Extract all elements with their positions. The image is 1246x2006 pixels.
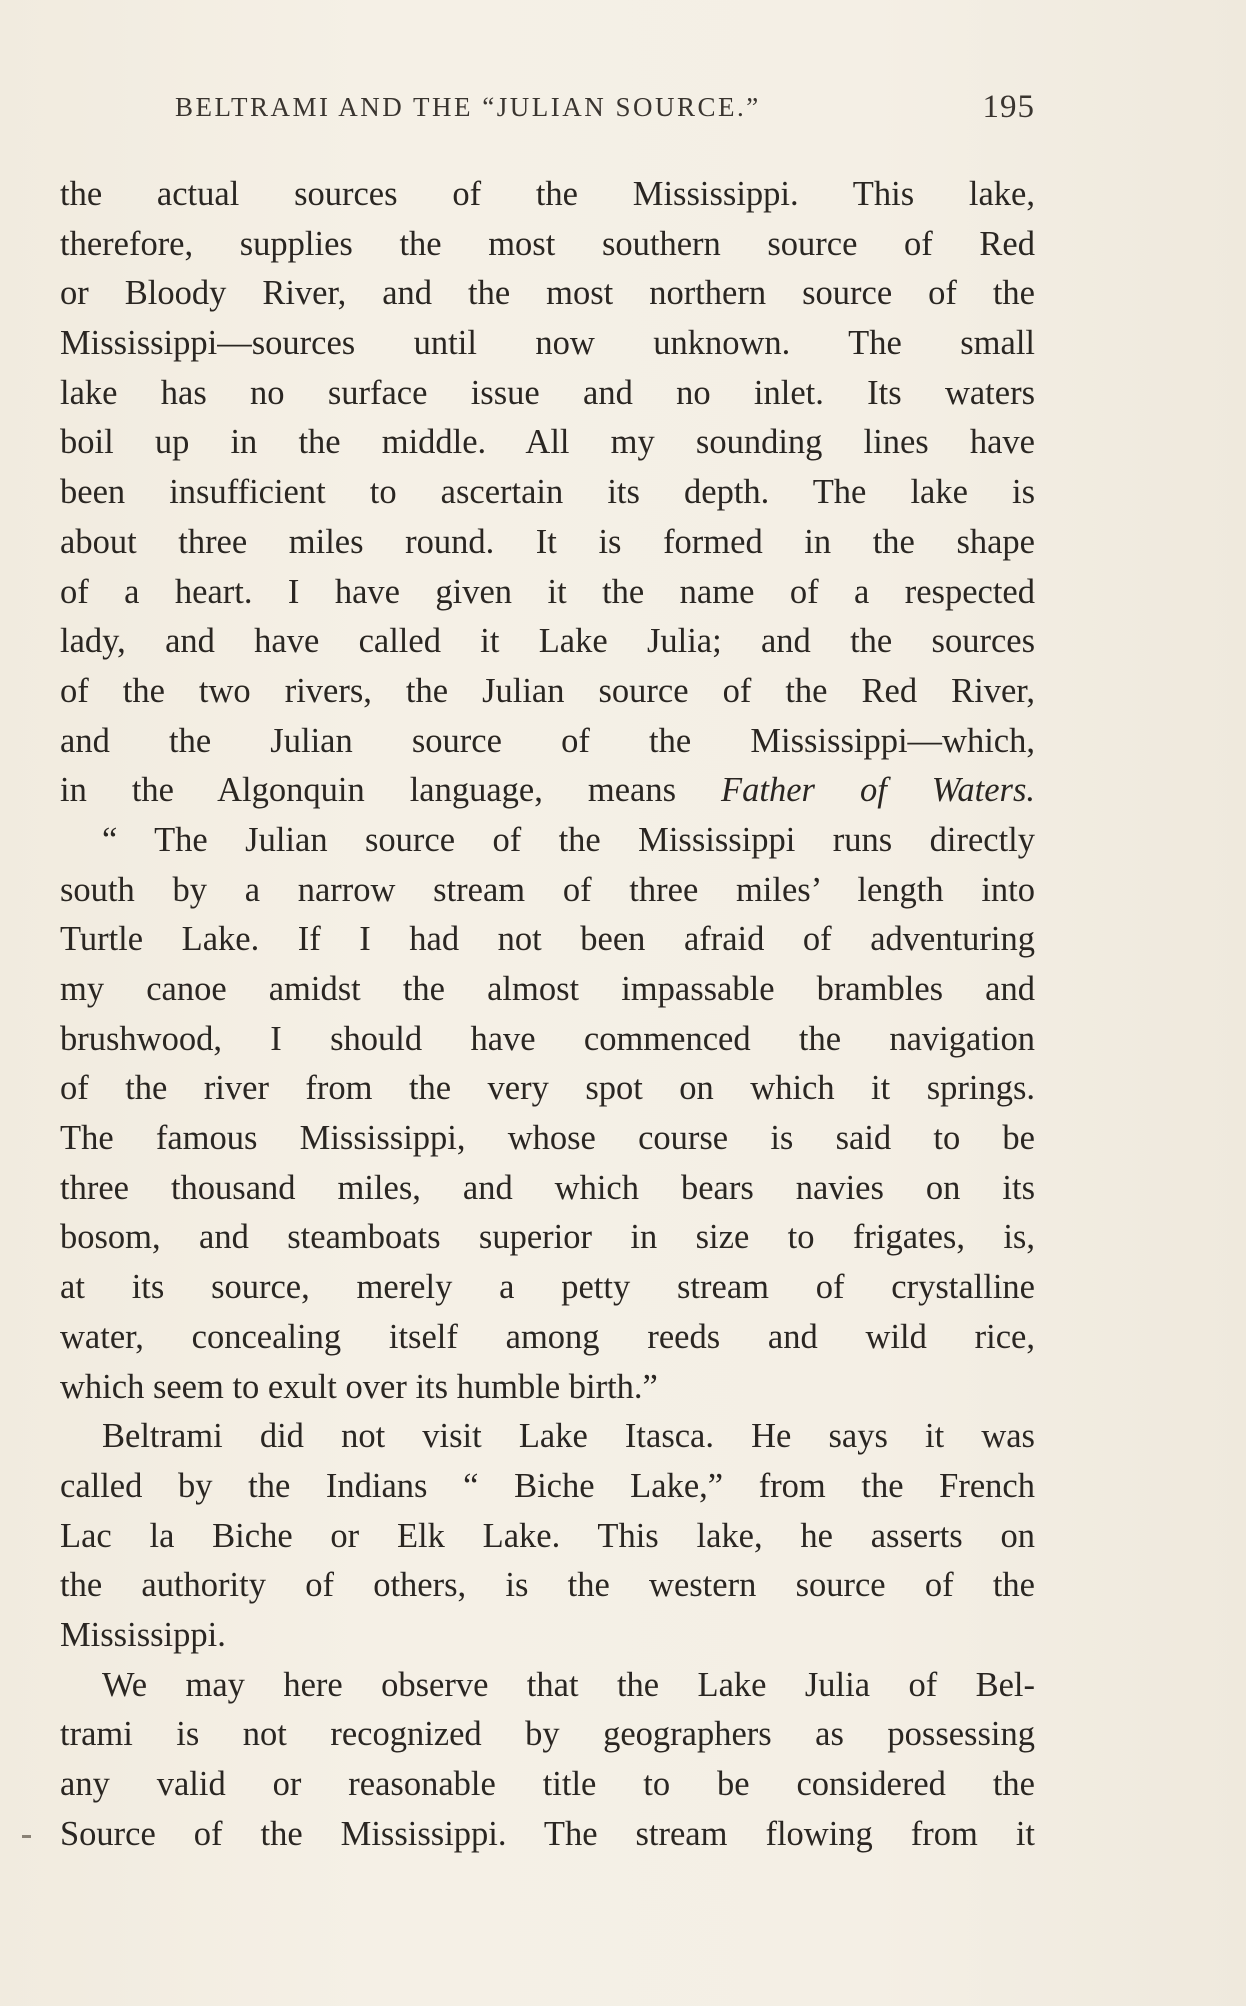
text-line: Mississippi. — [60, 1615, 226, 1654]
text-line: “ The Julian source of the Mississippi runs directly — [102, 820, 1035, 859]
margin-mark — [22, 1835, 31, 1838]
text-line: called by the Indians “ Biche Lake,” from the French — [60, 1466, 1035, 1505]
text-line: lady, and have called it Lake Julia; and the sources — [60, 622, 1035, 661]
text-line: of the two rivers, the Julian source of the Red River, — [60, 671, 1035, 710]
text-line: in the Algonquin language, means Father of Waters. — [60, 771, 1035, 810]
text-line: We may here observe that the Lake Julia of Bel- — [102, 1665, 1035, 1704]
text-line: or Bloody River, and the most northern source of the — [60, 274, 1035, 313]
text-line: Lac la Biche or Elk Lake. This lake, he asserts on — [60, 1516, 1035, 1555]
text-line: at its source, merely a petty stream of crystalline — [60, 1268, 1035, 1307]
text-line: Mississippi—sources until now unknown. The small — [60, 324, 1035, 363]
text-line: and the Julian source of the Mississippi—which, — [60, 721, 1035, 760]
text-line: water, concealing itself among reeds and wild rice, — [60, 1317, 1035, 1356]
text-line: The famous Mississippi, whose course is said to be — [60, 1119, 1035, 1158]
text-line: three thousand miles, and which bears navies on its — [60, 1168, 1035, 1207]
text-line: bosom, and steamboats superior in size to frigates, is, — [60, 1218, 1035, 1257]
italic-phrase: Father of Waters. — [721, 771, 1035, 810]
text-line: lake has no surface issue and no inlet. Its waters — [60, 373, 1035, 412]
text-line: the actual sources of the Mississippi. This lake, — [60, 175, 1035, 213]
running-title: BELTRAMI AND THE “JULIAN SOURCE.” — [175, 92, 761, 122]
body-text — [60, 170, 1035, 1859]
text-line: south by a narrow stream of three miles’ length into — [60, 870, 1035, 909]
text-line: Beltrami did not visit Lake Itasca. He says it was — [102, 1417, 1035, 1456]
text-line: been insufficient to ascertain its depth. The lake is — [60, 473, 1035, 512]
text-line: therefore, supplies the most southern source of Red — [60, 224, 1035, 263]
text-line: which seem to exult over its humble birth.” — [60, 1367, 658, 1406]
text-line: about three miles round. It is formed in the shape — [60, 522, 1035, 561]
text-line: Turtle Lake. If I had not been afraid of adventuring — [60, 920, 1035, 959]
text-line: brushwood, I should have commenced the navigation — [60, 1019, 1035, 1058]
page-number: 195 — [982, 89, 1035, 125]
text-line: the authority of others, is the western source of the — [60, 1566, 1035, 1605]
text-line: of the river from the very spot on which it springs. — [60, 1069, 1035, 1108]
text-line: Source of the Mississippi. The stream flowing from it — [60, 1814, 1035, 1853]
text-line: boil up in the middle. All my sounding lines have — [60, 423, 1035, 462]
text-line: my canoe amidst the almost impassable brambles and — [60, 970, 1035, 1008]
text-line: of a heart. I have given it the name of a respected — [60, 572, 1035, 611]
running-head — [175, 89, 1035, 136]
text-line: trami is not recognized by geographers as possessing — [60, 1715, 1035, 1754]
text-line: any valid or reasonable title to be considered the — [60, 1765, 1035, 1803]
